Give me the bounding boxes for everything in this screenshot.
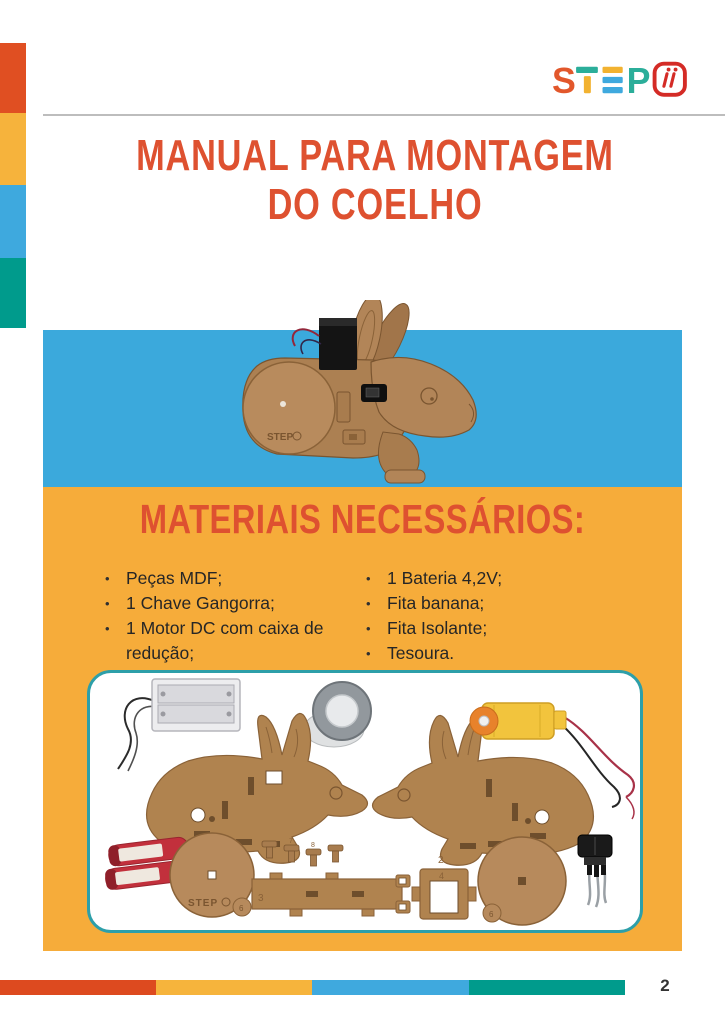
materials-list-right [364,566,594,666]
sidebar-accent-teal [0,258,26,328]
mdf-connector-a [337,392,350,422]
list-item: • Fita Isolante; [364,616,594,641]
logo-letter-t [576,67,598,93]
footer-accent-orange [0,980,156,995]
wheel-engraving: STEP [188,898,219,909]
kit-parts-photo-box [87,670,643,933]
part-number-chassis-bar: 3 [258,893,264,904]
red-wire [293,329,319,346]
part-number-right-wheel: 6 [489,910,494,919]
page-title-line1: MANUAL PARA MONTAGEM [136,131,614,180]
rabbit-paw [385,470,425,483]
list-item: • Tesoura. [364,641,594,666]
header-divider [43,114,725,116]
page-title [20,131,725,229]
rabbit-panel-right [373,715,594,865]
logo-letter-p: P [626,61,651,102]
rocker-switch [578,835,612,907]
kit-parts-photo [90,673,640,930]
assembled-rabbit-photo [233,300,505,486]
wheel-engraving: STEP [267,432,294,443]
part-number-right-panel: 2 [438,855,444,866]
page-title-line2: DO COELHO [267,180,483,229]
sidebar-accent-orange [0,43,26,113]
list-item: • 1 Chave Gangorra; [103,591,378,616]
part-number-left-wheel: 6 [239,904,244,913]
part-number-battery-frame: 4 [439,871,445,881]
materials-heading: MATERIAIS NECESSÁRIOS: [139,496,586,542]
wheel-left [170,833,254,917]
footer-accent-yellow [156,980,312,995]
wheel-right [478,837,566,925]
part-number-peg-a: 7 [289,838,293,845]
footer-accent-blue [312,980,469,995]
step-logo [552,54,688,106]
footer-accent-teal [469,980,625,995]
page-number: 2 [660,976,670,995]
battery-frame [412,869,476,919]
footer-accent-stripe [0,980,625,995]
logo-letter-s: S [552,61,576,102]
list-item: • 1 Bateria 4,2V; [364,566,594,591]
list-item: • Fita banana; [364,591,594,616]
logo-letter-e [603,67,623,93]
tape-roll [304,682,371,747]
list-item: • Peças MDF; [103,566,378,591]
chassis-bar [252,873,410,916]
logo-ii-badge-icon [655,64,685,95]
list-item: • 1 Motor DC com caixa de redução; [103,616,378,666]
part-number-peg-b: 8 [311,842,315,849]
black-wire [301,340,321,354]
